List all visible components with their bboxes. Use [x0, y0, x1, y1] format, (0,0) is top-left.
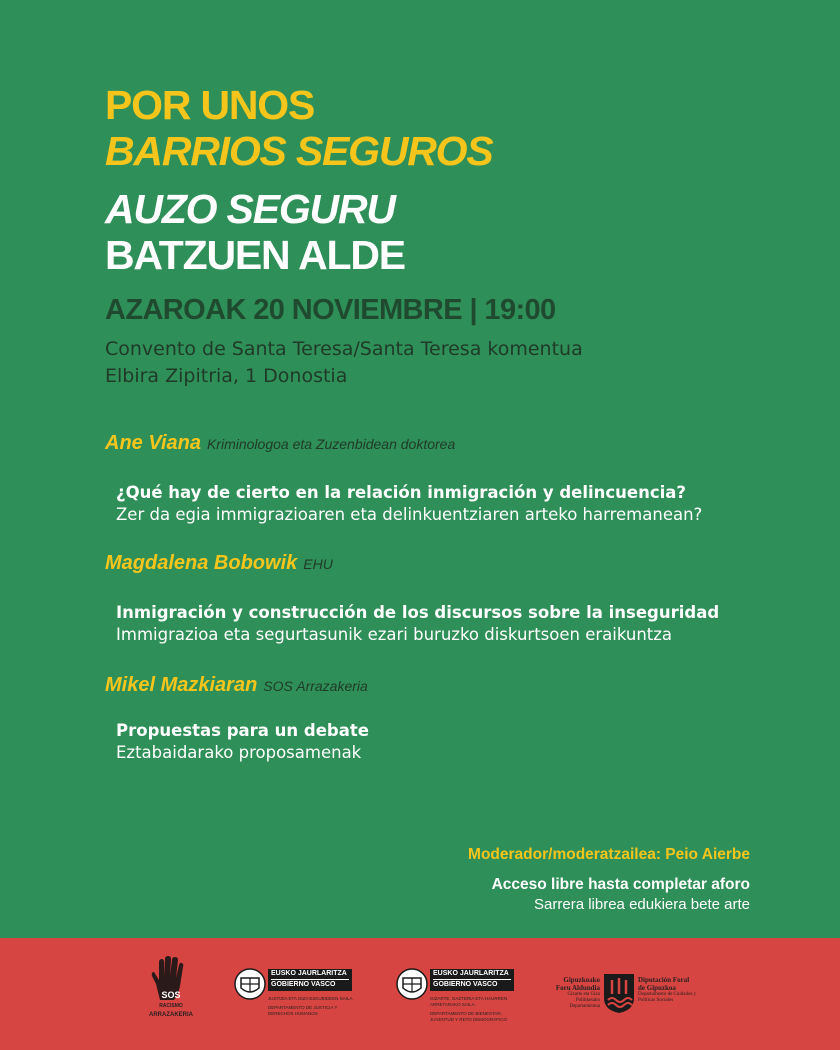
speaker-name: Ane Viana	[105, 432, 201, 454]
diputacion-gipuzkoa-logo	[552, 972, 702, 1022]
talk-title-eu: Eztabaidarako proposamenak	[116, 743, 362, 762]
talk-title-es: ¿Qué hay de cierto en la relación inmigración y delincuencia?	[116, 483, 686, 502]
sos-logo-bottom: ARRAZAKERIA	[149, 1012, 193, 1018]
title-eu-line1: AUZO SEGURU	[105, 186, 395, 232]
gipuzkoa-eu-text	[552, 976, 600, 1010]
sos-racismo-logo	[146, 956, 196, 1026]
sos-logo-top: SOS	[161, 990, 181, 1000]
gip-right-line1: Diputación Foral	[638, 976, 690, 984]
event-venue: Convento de Santa Teresa/Santa Teresa komentua	[105, 338, 583, 360]
speaker-role: SOS Arrazakeria	[263, 678, 368, 694]
moderator-text: Moderador/moderatzailea: Peio Aierbe	[468, 846, 750, 863]
talk-2	[116, 602, 719, 646]
event-location	[105, 336, 583, 390]
gip-left-line1: Gipuzkoako	[563, 976, 600, 984]
gip-right-line2: de Gipuzkoa	[638, 984, 676, 992]
ej-line2: GOBIERNO VASCO	[271, 981, 336, 988]
coat-of-arms-icon	[396, 968, 428, 1000]
ej-department	[268, 996, 354, 1017]
access-text-eu: Sarrera librea edukiera bete arte	[534, 896, 750, 913]
talk-3	[116, 720, 369, 764]
poster-title	[105, 82, 493, 278]
gipuzkoa-shield-icon	[602, 972, 636, 1014]
speaker-name: Mikel Mazkiaran	[105, 674, 258, 696]
gip-right-sub: Departamento de Cuidados y Políticas Sociales	[638, 992, 697, 1003]
title-es-line2: BARRIOS SEGUROS	[105, 128, 493, 174]
sos-logo-mid: RACISMO	[159, 1003, 183, 1009]
speaker-2	[105, 552, 333, 575]
title-es-line1: POR UNOS	[105, 82, 315, 128]
ej-dept-eu: GIZARTE, GAZTERIA ETA HAURREN ARRETARAKO SAILA	[430, 996, 508, 1007]
ej-line2: GOBIERNO VASCO	[433, 981, 498, 988]
ej-dept-eu: JUSTIZIA ETA GIZA ESKUBIDEEN SAILA	[268, 996, 353, 1001]
gobierno-vasco-justicia-logo	[234, 966, 354, 1026]
talk-title-eu: Immigrazioa eta segurtasunik ezari buruzko diskurtsoen eraikuntza	[116, 625, 673, 644]
talk-title-eu: Zer da egia immigrazioaren eta delinkuentziaren arteko harremanean?	[116, 505, 703, 524]
coat-of-arms-icon	[234, 968, 266, 1000]
ej-dept-es: DEPARTAMENTO DE BIENESTAR, JUVENTUD Y RETO DEMOGRÁFICO	[430, 1011, 508, 1022]
title-eu-line2: BATZUEN ALDE	[105, 232, 405, 278]
ej-line1: EUSKO JAURLARITZA	[433, 970, 509, 977]
ej-line1: EUSKO JAURLARITZA	[271, 970, 347, 977]
speaker-name: Magdalena Bobowik	[105, 552, 298, 574]
speaker-role: EHU	[303, 556, 333, 572]
access-text-es: Acceso libre hasta completar aforo	[491, 876, 750, 893]
talk-1	[116, 482, 702, 526]
ej-dept-es: DEPARTAMENTO DE JUSTICIA Y DERECHOS HUMANOS	[268, 1005, 338, 1016]
talk-title-es: Propuestas para un debate	[116, 721, 369, 740]
ej-name-bar	[430, 969, 514, 991]
gip-left-sub: Gizarte eta Giza Politiketako Departamentua	[567, 992, 600, 1009]
talk-title-es: Inmigración y construcción de los discursos sobre la inseguridad	[116, 603, 720, 622]
speaker-3	[105, 674, 368, 697]
footer-info	[468, 846, 750, 913]
ej-name-bar	[268, 969, 352, 991]
gobierno-vasco-bienestar-logo	[396, 966, 516, 1026]
speaker-role: Kriminologoa eta Zuzenbidean doktorea	[206, 436, 456, 452]
event-address: Elbira Zipitria, 1 Donostia	[105, 365, 348, 387]
speaker-1	[105, 432, 455, 455]
event-date: AZAROAK 20 NOVIEMBRE | 19:00	[105, 294, 556, 326]
ej-department	[430, 996, 516, 1023]
gip-left-line2: Foru Aldundia	[555, 984, 600, 992]
gipuzkoa-es-text	[638, 976, 702, 1004]
